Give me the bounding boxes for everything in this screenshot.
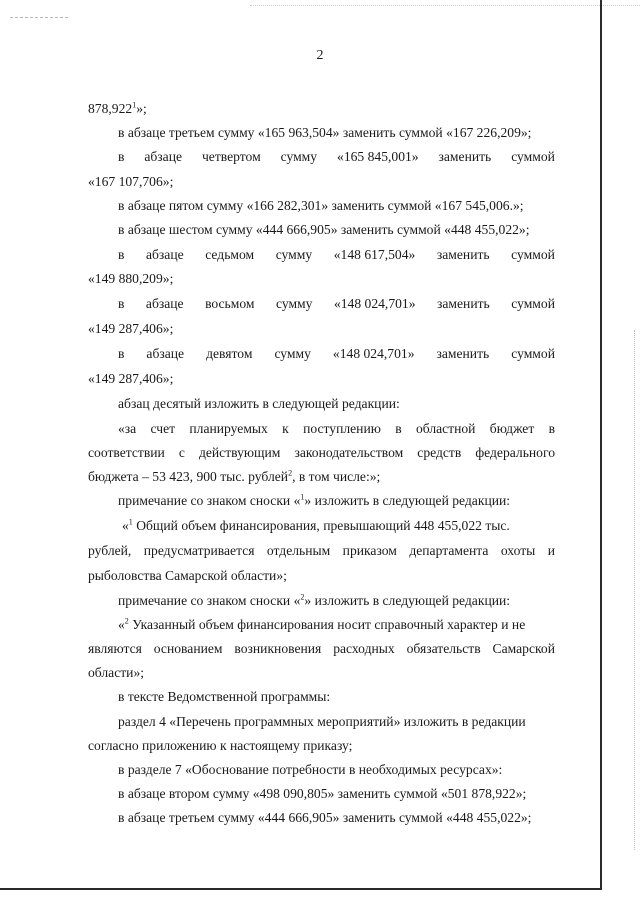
text-line: являются основанием возникновения расходных обязательств Самарской <box>88 641 555 656</box>
word: «148 024,701» <box>332 346 415 361</box>
text-fragment: Общий объем финансирования, превышающий 448 455,022 тыс. <box>132 518 510 533</box>
word: абзаце <box>145 296 184 311</box>
word: четвертом <box>201 149 261 164</box>
text-line: согласно приложению к настоящему приказу; <box>88 738 353 753</box>
footnote-mark: 2 <box>300 592 305 602</box>
word: «165 845,001» <box>337 149 419 164</box>
text-fragment: « <box>118 617 125 632</box>
word: в <box>118 296 125 311</box>
footnote-mark: 1 <box>300 492 305 502</box>
text-line: рублей, предусматривается отдельным приказом департамента охоты и <box>88 543 555 558</box>
text-line: в абзаце втором сумму «498 090,805» заменить суммой «501 878,922»; <box>118 786 527 801</box>
text-line <box>118 492 510 510</box>
footnote-mark: 2 <box>288 468 293 478</box>
text-line: раздел 4 «Перечень программных мероприятий» изложить в редакции <box>118 714 526 729</box>
text-line: в разделе 7 «Обоснование потребности в необходимых ресурсах»: <box>118 762 503 777</box>
text-line: рыболовства Самарской области»; <box>88 568 287 583</box>
text-line: соответствии с действующим законодательством средств федерального <box>88 445 555 460</box>
footnote-mark: 2 <box>124 616 129 626</box>
scan-bottom-border <box>0 888 602 890</box>
word: абзаце <box>145 247 184 262</box>
text-line-justified <box>118 345 555 363</box>
text-line: «149 287,406»; <box>88 371 174 386</box>
text-fragment: бюджета – 53 423, 900 тыс. рублей <box>88 469 289 484</box>
text-fragment: Указанный объем финансирования носит справочный характер и не <box>128 617 526 632</box>
text-line: «149 287,406»; <box>88 321 174 336</box>
word: «148 024,701» <box>333 296 416 311</box>
text-fragment: « <box>122 518 129 533</box>
footnote-mark: 1 <box>132 100 137 110</box>
text-line: в абзаце третьем сумму «444 666,905» заменить суммой «448 455,022»; <box>118 810 532 825</box>
page-number: 2 <box>316 48 324 63</box>
text-line <box>88 100 147 118</box>
word: суммой <box>511 149 555 164</box>
text-fragment: » изложить в следующей редакции: <box>304 493 511 508</box>
word: заменить <box>437 296 490 311</box>
text-fragment: примечание со знаком сноски « <box>118 593 301 608</box>
text-line: «за счет планируемых к поступлению в областной бюджет в <box>118 421 555 436</box>
word: абзаце <box>144 149 183 164</box>
footnote-mark: 1 <box>128 517 133 527</box>
scan-corner-mark <box>10 17 68 18</box>
word: «148 617,504» <box>333 247 416 262</box>
word: сумму <box>275 247 313 262</box>
word: сумму <box>274 346 311 361</box>
scan-right-border <box>600 0 602 888</box>
text-line: в абзаце шестом сумму «444 666,905» заменить суммой «448 455,022»; <box>118 222 530 237</box>
text-line-justified <box>118 246 555 264</box>
text-line: абзац десятый изложить в следующей редакции: <box>118 396 400 411</box>
text-line-justified <box>118 295 555 313</box>
word: заменить <box>436 346 490 361</box>
text-fragment: 878,922 <box>88 101 133 116</box>
word: сумму <box>275 296 313 311</box>
word: девятом <box>206 346 253 361</box>
text-line: «167 107,706»; <box>88 174 174 189</box>
text-fragment: , в том числе:»; <box>292 469 381 484</box>
text-line-justified <box>118 148 555 166</box>
word: восьмом <box>205 296 255 311</box>
word: седьмом <box>205 247 255 262</box>
text-line: «149 880,209»; <box>88 271 174 286</box>
text-line <box>122 517 510 535</box>
text-fragment: »; <box>136 101 147 116</box>
word: суммой <box>511 296 555 311</box>
text-line <box>88 468 380 486</box>
scan-right-edge <box>634 330 635 850</box>
text-line: в абзаце пятом сумму «166 282,301» заменить суммой «167 545,006.»; <box>118 198 524 213</box>
text-line: в абзаце третьем сумму «165 963,504» заменить суммой «167 226,209»; <box>118 125 532 140</box>
word: заменить <box>438 149 492 164</box>
word: суммой <box>511 247 555 262</box>
word: суммой <box>511 346 555 361</box>
word: сумму <box>280 149 318 164</box>
text-line <box>118 616 525 634</box>
word: в <box>118 247 125 262</box>
word: в <box>118 149 125 164</box>
word: заменить <box>436 247 490 262</box>
text-fragment: примечание со знаком сноски « <box>118 493 301 508</box>
text-fragment: » изложить в следующей редакции: <box>304 593 511 608</box>
word: абзаце <box>146 346 185 361</box>
scan-top-border <box>250 5 640 6</box>
text-line: области»; <box>88 665 145 680</box>
text-line <box>118 592 510 610</box>
text-line: в тексте Ведомственной программы: <box>118 689 331 704</box>
word: в <box>118 346 125 361</box>
